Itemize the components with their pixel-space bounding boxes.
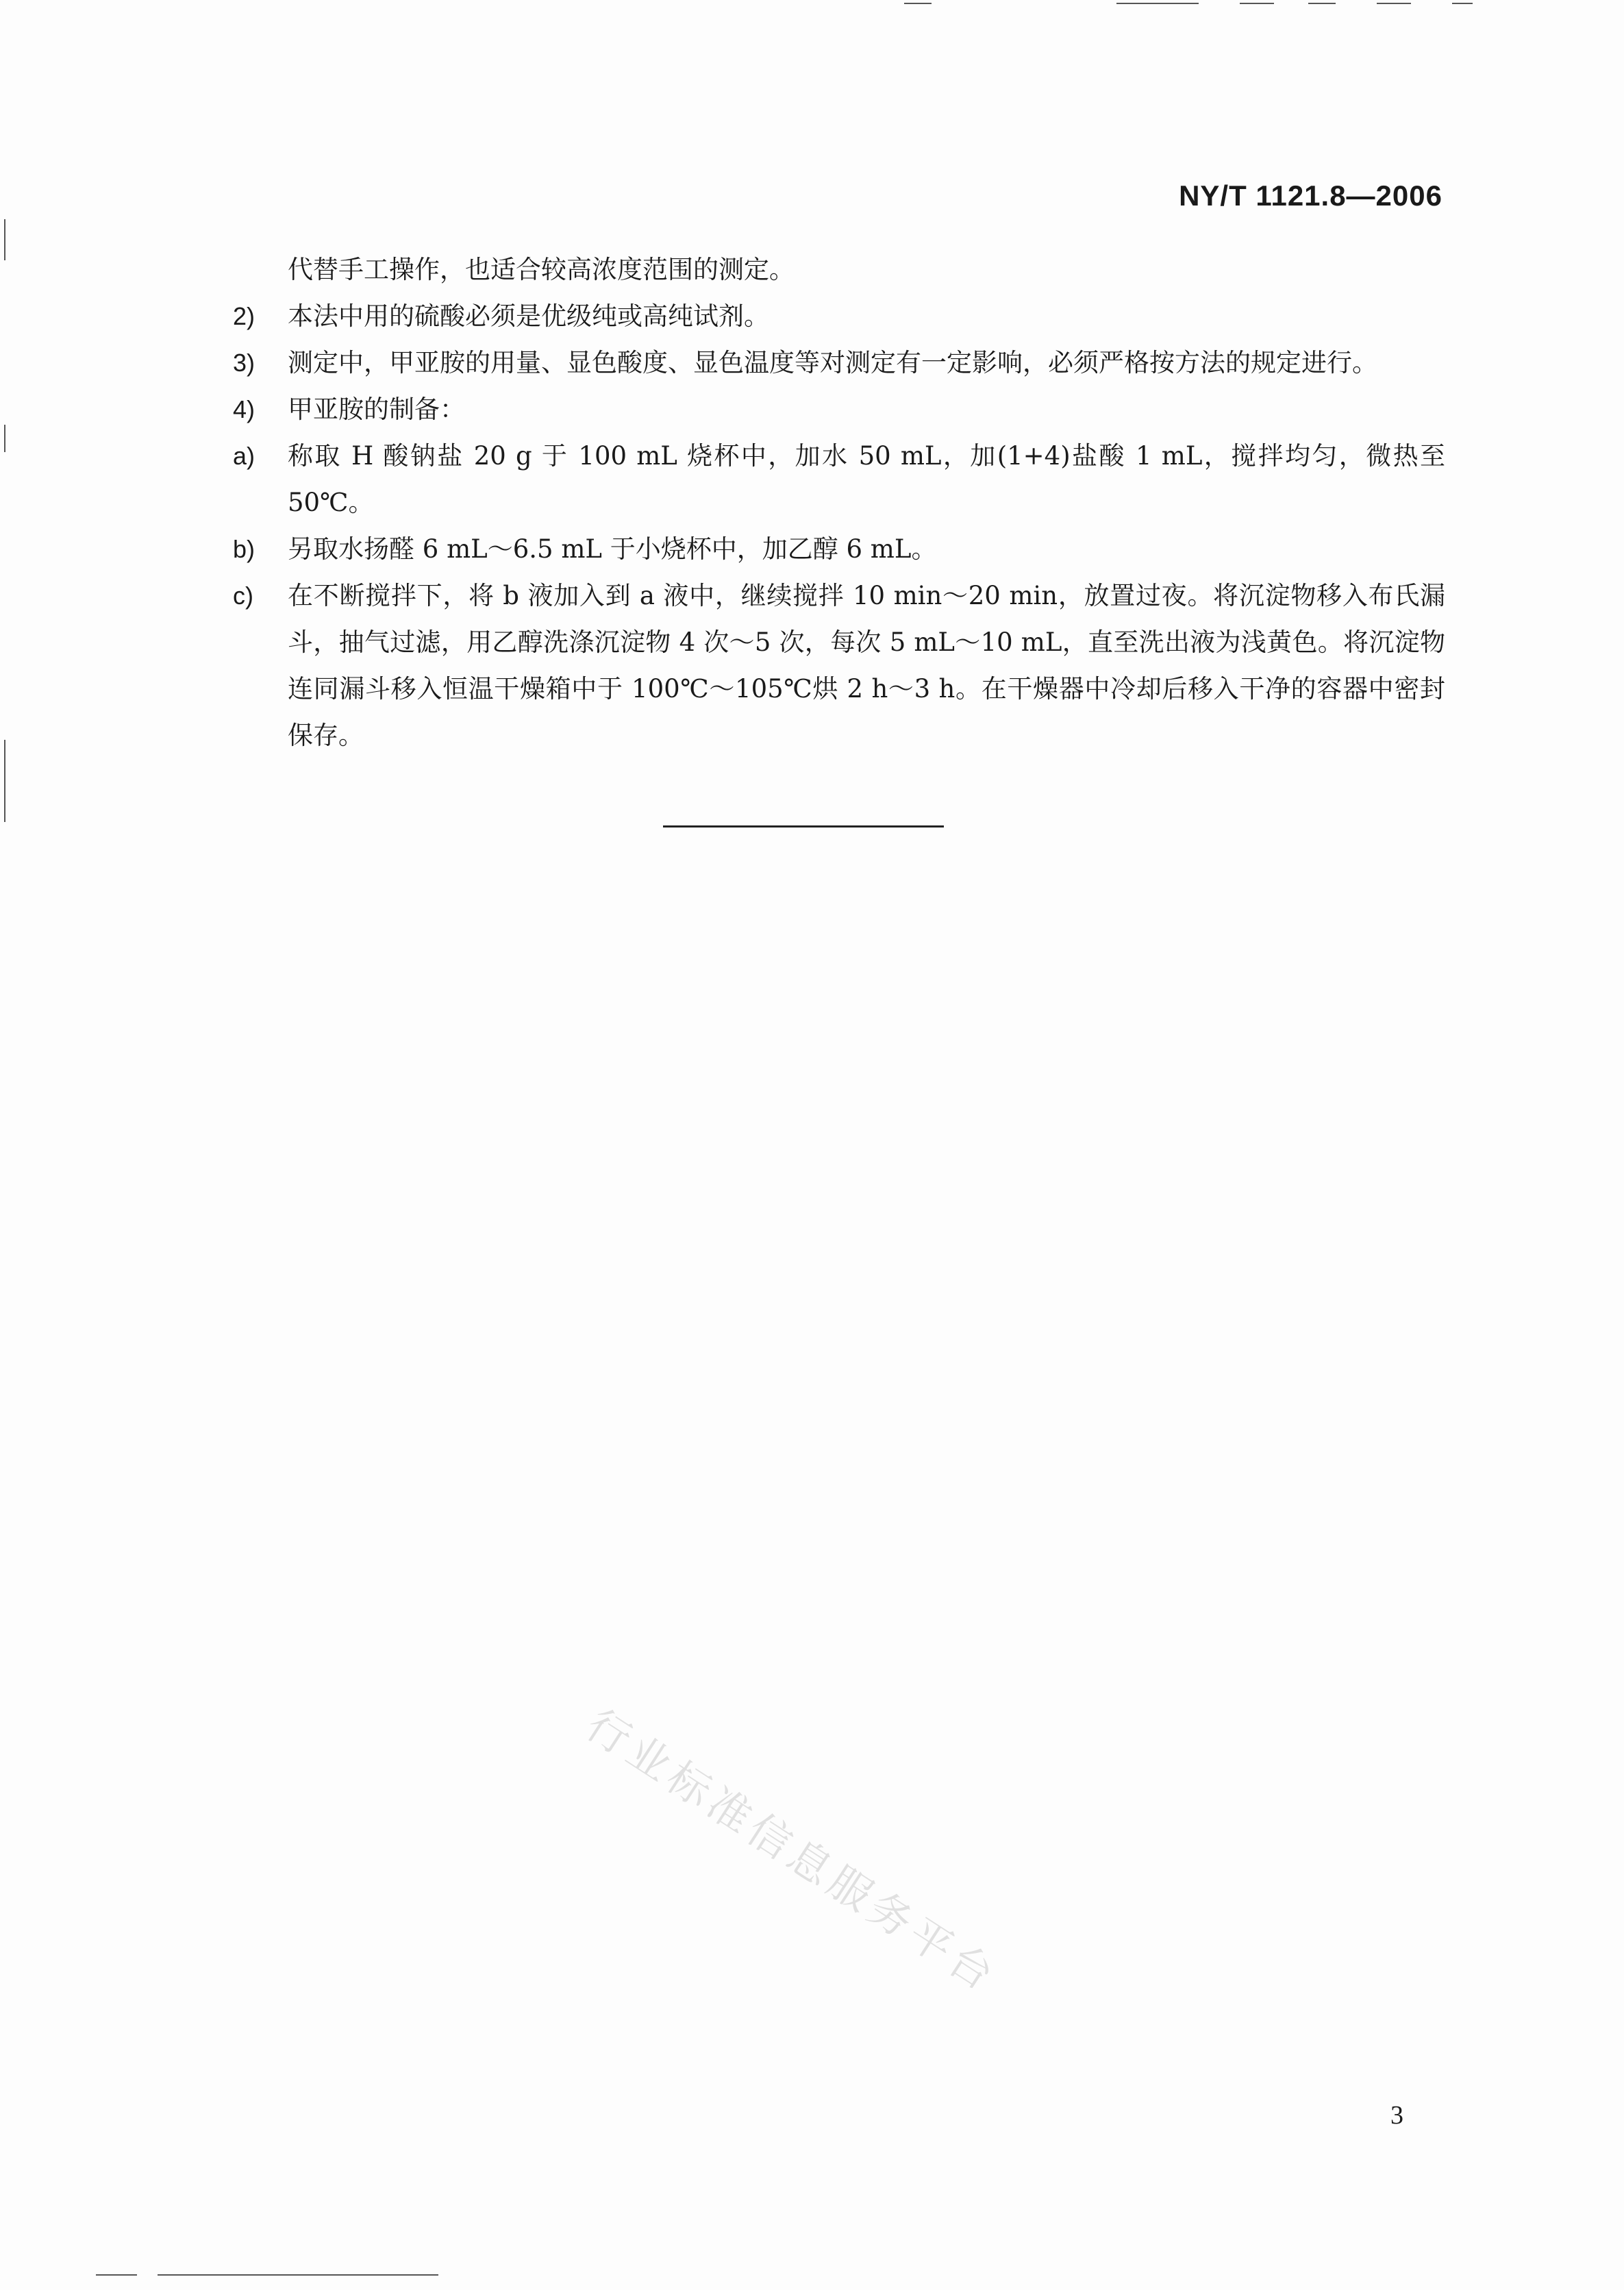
scan-mark-top (1452, 3, 1473, 4)
scan-mark-left (4, 219, 5, 260)
scan-mark-left (4, 425, 5, 452)
list-item (233, 433, 1445, 526)
scan-mark-bottom (158, 2274, 438, 2276)
list-item (233, 573, 1445, 759)
scan-mark-top (1240, 3, 1274, 4)
list-item (233, 340, 1445, 386)
continuation-paragraph: 代替手工操作，也适合较高浓度范围的测定。 (288, 255, 795, 284)
list-item-text: 称取 H 酸钠盐 20 g 于 100 mL 烧杯中，加水 50 mL，加(1+4)盐酸 1 mL，搅拌均匀，微热至 50℃。 (288, 441, 1445, 517)
list-item-text: 甲亚胺的制备： (288, 395, 465, 424)
list-item-text: 在不断搅拌下，将 b 液加入到 a 液中，继续搅拌 10 min～20 min，放置过夜。将沉淀物移入布氏漏斗，抽气过滤，用乙醇洗涤沉淀物 4 次～5 次，每次 5 mL～10 mL，直至洗出液为浅黄色。将沉淀物连同漏斗移入恒温干燥箱中于 100℃～105℃烘 2 h～3 h。在干燥器中冷却后移入干净的容器中密封保存。 (288, 581, 1445, 750)
scan-mark-bottom (96, 2274, 137, 2276)
list-marker: c) (233, 582, 253, 610)
body-text (233, 247, 1445, 759)
list-marker: 2) (233, 302, 255, 330)
list-item (233, 386, 1445, 433)
scan-mark-top (1116, 3, 1199, 4)
list-marker: a) (233, 442, 255, 470)
list-marker: 4) (233, 395, 255, 423)
page-number: 3 (1390, 2101, 1403, 2130)
scan-mark-left (4, 740, 5, 822)
scan-mark-top (1377, 3, 1411, 4)
end-of-standard-rule (663, 825, 944, 827)
list-item-text: 测定中，甲亚胺的用量、显色酸度、显色温度等对测定有一定影响，必须严格按方法的规定进行。 (288, 348, 1377, 377)
list-marker: 3) (233, 349, 255, 377)
list-item-text: 另取水扬醛 6 mL～6.5 mL 于小烧杯中，加乙醇 6 mL。 (288, 534, 937, 564)
list-item-text: 本法中用的硫酸必须是优级纯或高纯试剂。 (288, 301, 769, 331)
scan-mark-top (904, 3, 932, 4)
list-item (233, 526, 1445, 573)
list-marker: b) (233, 535, 255, 563)
standard-number: NY/T 1121.8—2006 (1179, 179, 1442, 212)
list-item (233, 293, 1445, 340)
watermark: 行业标准信息服务平台 (577, 1699, 1008, 2003)
scan-mark-top (1308, 3, 1336, 4)
